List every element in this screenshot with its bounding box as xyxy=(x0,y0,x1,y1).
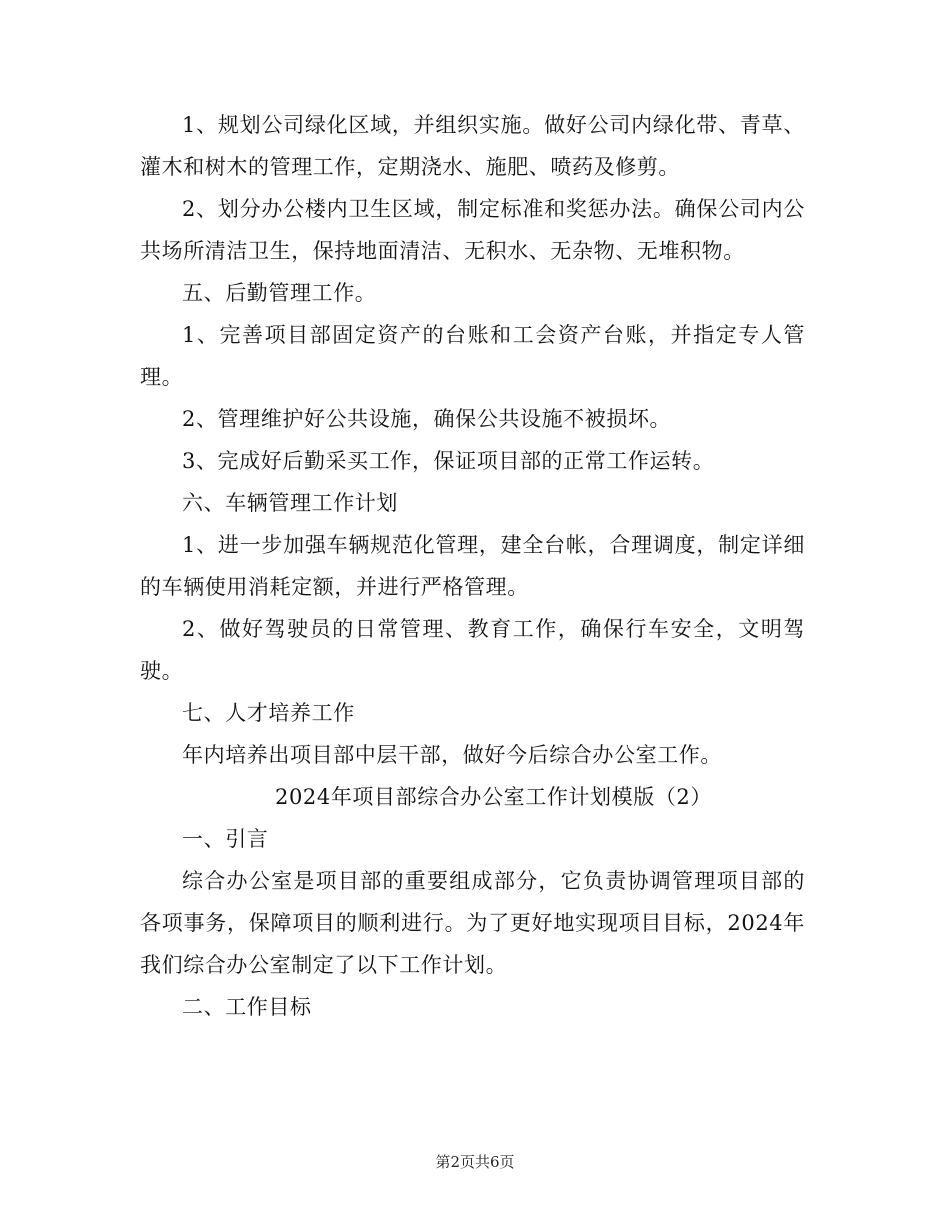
paragraph-drivers: 2、做好驾驶员的日常管理、教育工作，确保行车安全，文明驾驶。 xyxy=(140,617,805,683)
paragraph-procurement: 3、完成好后勤采买工作，保证项目部的正常工作运转。 xyxy=(182,449,715,473)
page-number-footer: 第2页共6页 xyxy=(435,1153,515,1171)
document-section-title: 2024年项目部综合办公室工作计划模版（2） xyxy=(274,785,712,809)
section-heading-vehicles: 六、车辆管理工作计划 xyxy=(182,491,398,515)
section-heading-goals: 二、工作目标 xyxy=(182,995,312,1019)
section-heading-introduction: 一、引言 xyxy=(182,827,269,851)
paragraph-sanitation: 2、划分办公楼内卫生区域，制定标准和奖惩办法。确保公司内公共场所清洁卫生，保持地面清洁、无积水、无杂物、无堆积物。 xyxy=(140,197,805,263)
paragraph-vehicle-management: 1、进一步加强车辆规范化管理，建全台帐，合理调度，制定详细的车辆使用消耗定额，并进行严格管理。 xyxy=(140,533,805,599)
paragraph-talent: 年内培养出项目部中层干部，做好今后综合办公室工作。 xyxy=(182,743,722,767)
section-heading-logistics: 五、后勤管理工作。 xyxy=(182,281,377,305)
section-heading-talent: 七、人才培养工作 xyxy=(182,701,355,725)
paragraph-introduction: 综合办公室是项目部的重要组成部分，它负责协调管理项目部的各项事务，保障项目的顺利进行。为了更好地实现项目目标，2024年我们综合办公室制定了以下工作计划。 xyxy=(140,869,805,977)
document-body xyxy=(140,104,805,1028)
paragraph-assets: 1、完善项目部固定资产的台账和工会资产台账，并指定专人管理。 xyxy=(140,323,805,389)
paragraph-facilities: 2、管理维护好公共设施，确保公共设施不被损坏。 xyxy=(182,407,672,431)
paragraph-greening: 1、规划公司绿化区域，并组织实施。做好公司内绿化带、青草、灌木和树木的管理工作，定期浇水、施肥、喷药及修剪。 xyxy=(140,113,805,179)
